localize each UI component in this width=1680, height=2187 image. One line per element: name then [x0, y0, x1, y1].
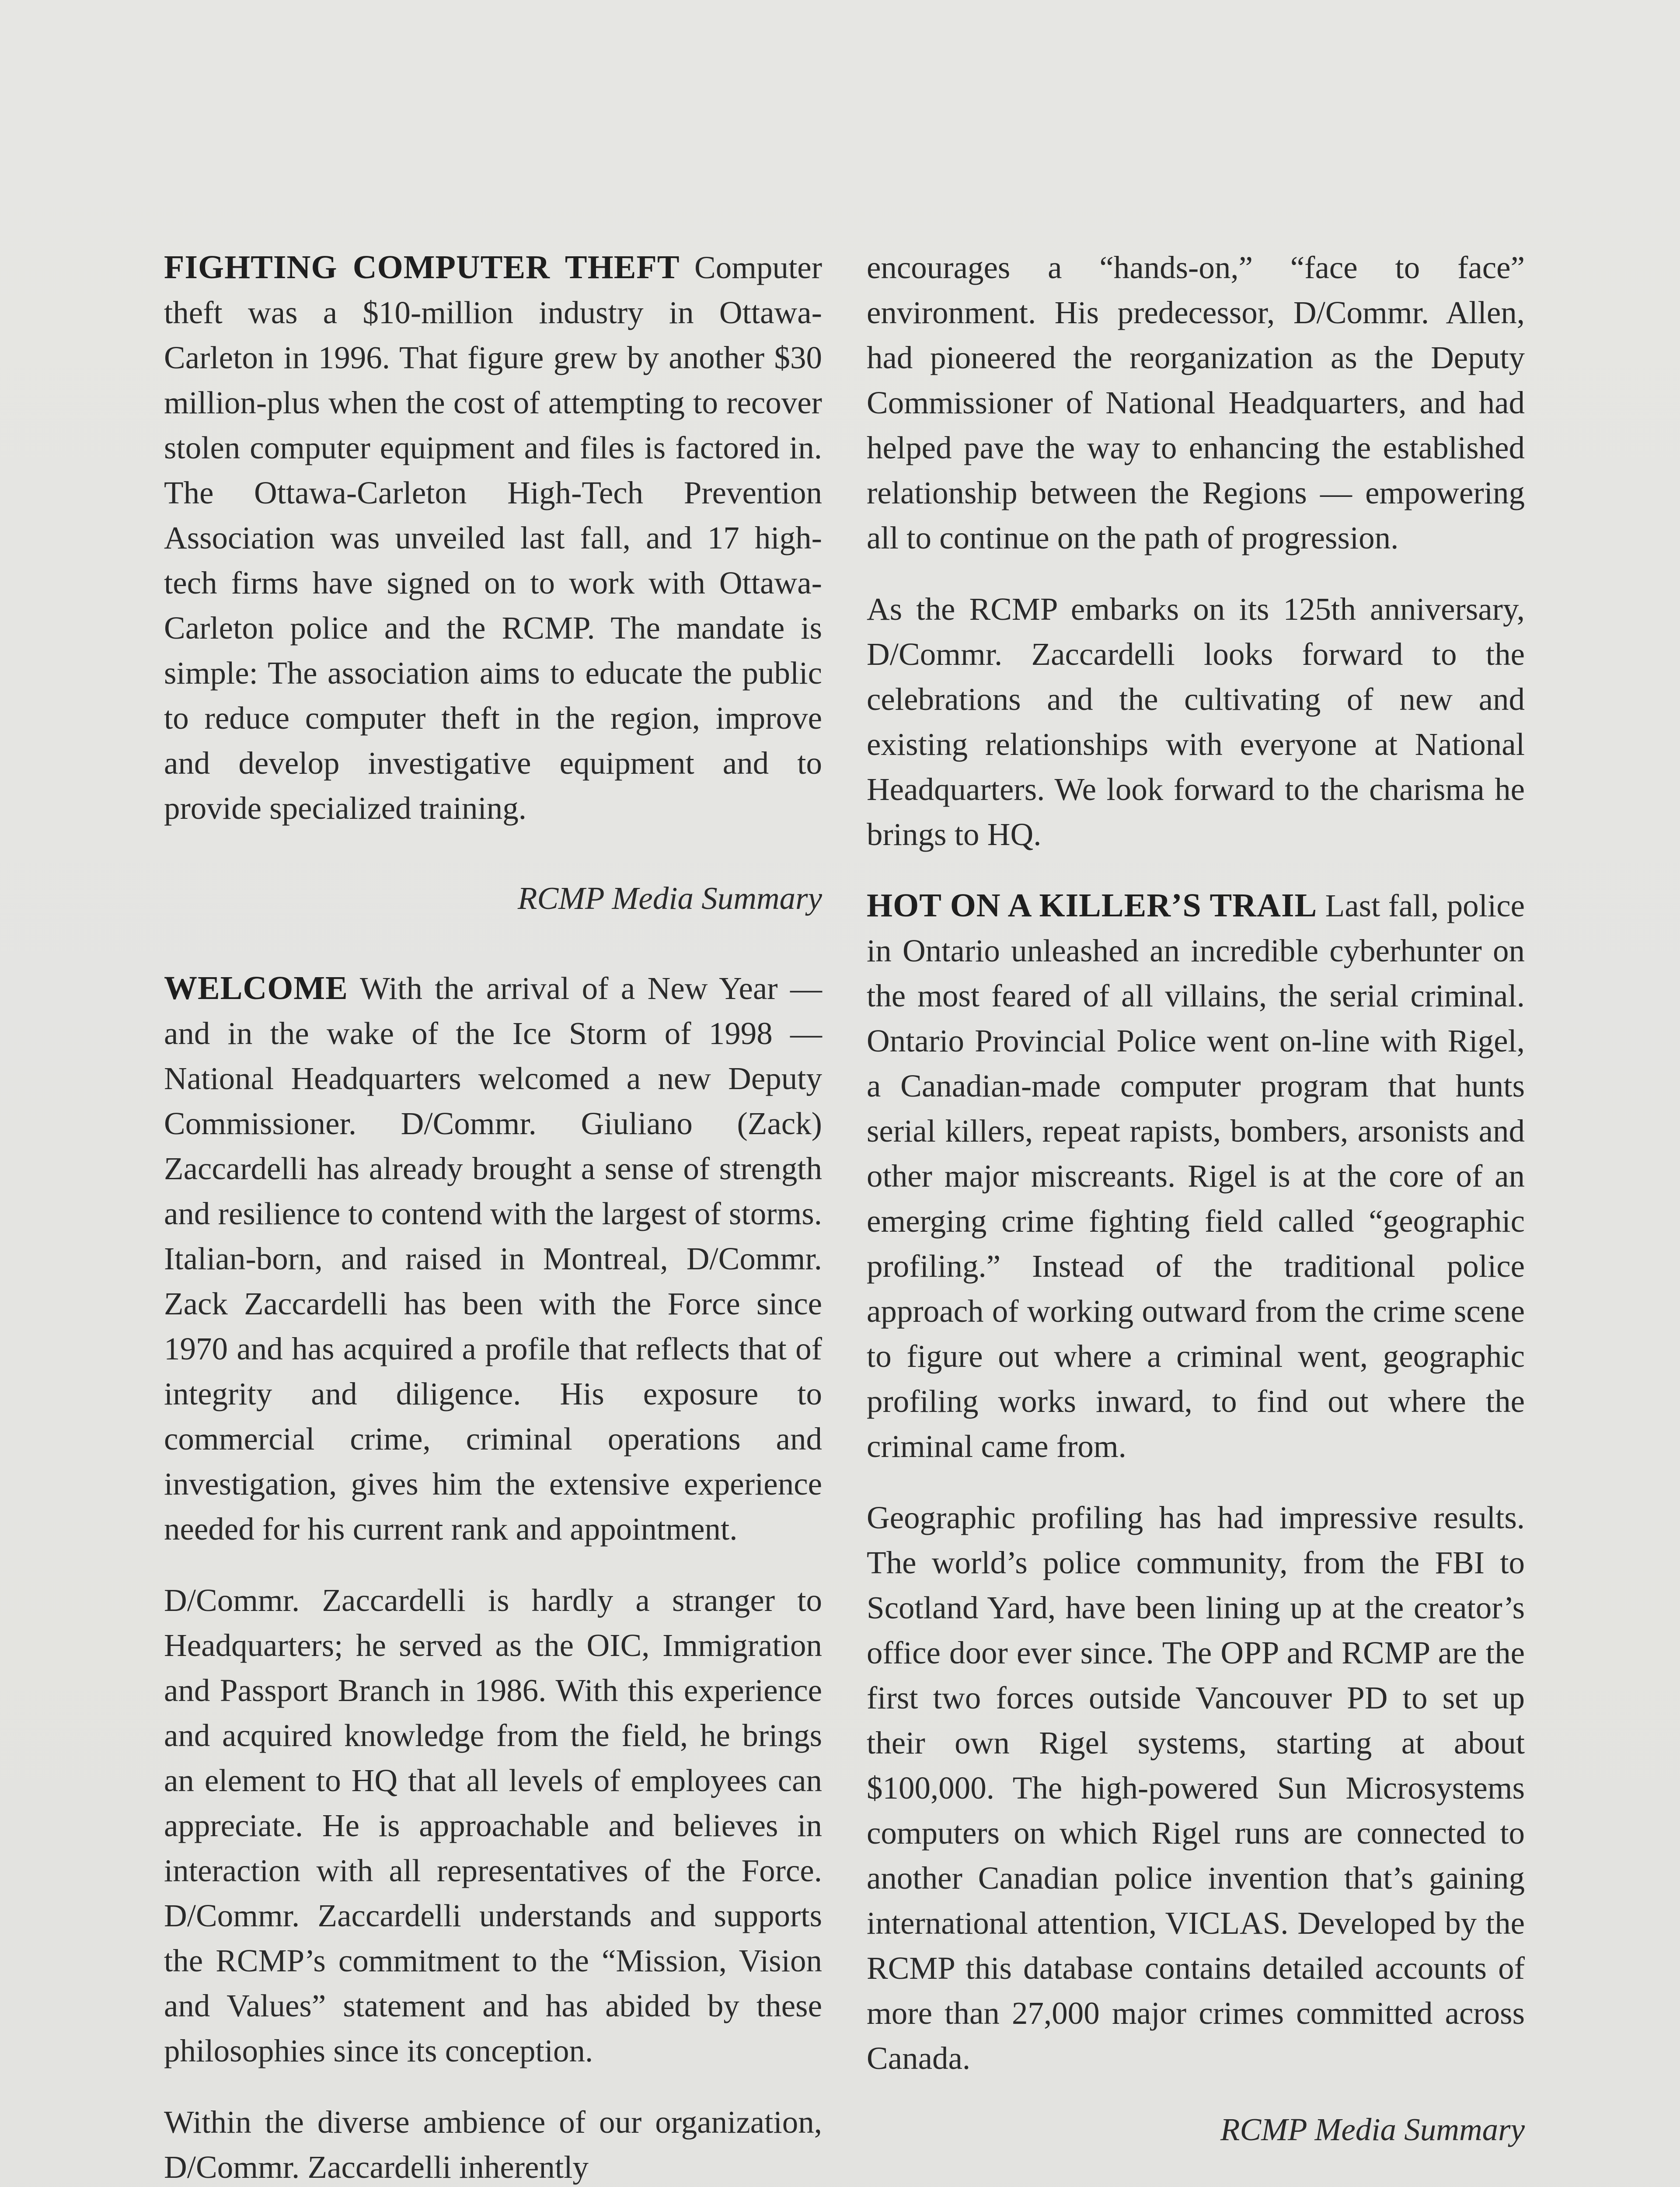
section-heading-welcome: WELCOME [164, 970, 348, 1006]
right-column [867, 245, 1525, 2187]
source-attribution: RCMP Media Summary [517, 880, 822, 916]
left-column [164, 245, 822, 2187]
paragraph: encourages a “hands-on,” “face to face” environment. His predecessor, D/Commr. Allen, had pioneered the reorganization as the Deputy Commissioner of National Headquarters, and had helped pave the way to enhancing the established relationship between the Regions — empowering all to continue on the path of progression. [867, 250, 1525, 555]
paragraph: Computer theft was a $10-million industry in Ottawa-Carleton in 1996. That figure grew by another $30 million-plus when the cost of attempting to recover stolen computer equipment and files is factored in. The Ottawa-Carleton High-Tech Prevention Association was unveiled last fall, and 17 high-tech firms have signed on to work with Ottawa-Carleton police and the RCMP. The mandate is simple: The association aims to educate the public to reduce computer theft in the region, improve and develop investigative equipment and to provide specialized training. [164, 250, 823, 826]
source-attribution: RCMP Media Summary [1220, 2112, 1525, 2147]
section-heading-computer-theft: FIGHTING COMPUTER THEFT [164, 249, 680, 286]
article-killers-trail [867, 883, 1525, 1469]
paragraph: Last fall, police in Ontario unleashed an incredible cyberhunter on the most feared of all villains, the serial criminal. Ontario Provincial Police went on-line with Rigel, a Canadian-made computer program that hunts serial killers, repeat rapists, bombers, arsonists and other major miscreants. Rigel is at the core of an emerging crime fighting field called “geographic profiling.” Instead of the traditional police approach of working outward from the crime scene to figure out where a criminal went, geographic profiling works inward, to find out where the criminal came from. [867, 888, 1525, 1464]
paragraph: Within the diverse ambience of our organization, D/Commr. Zaccardelli inherently [164, 2104, 822, 2185]
paragraph: With the arrival of a New Year — and in the wake of the Ice Storm of 1998 — National Headquarters welcomed a new Deputy Commissioner. D/Commr. Giuliano (Zack) Zaccardelli has already brought a sense of strength and resilience to contend with the largest of storms. Italian-born, and raised in Montreal, D/Commr. Zack Zaccardelli has been with the Force since 1970 and has acquired a profile that reflects that of integrity and diligence. His exposure to commercial crime, criminal operations and investigation, gives him the extensive experience needed for his current rank and appointment. [164, 971, 822, 1547]
paragraph: As the RCMP embarks on its 125th anniversary, D/Commr. Zaccardelli looks forward to the celebrations and the cultivating of new and existing relationships with everyone at National Headquarters. We look forward to the charisma he brings to HQ. [867, 591, 1525, 852]
article-computer-theft [164, 245, 822, 831]
paragraph: Geographic profiling has had impressive results. The world’s police community, from the FBI to Scotland Yard, have been lining up at the creator’s office door ever since. The OPP and RCMP are the first two forces outside Vancouver PD to set up their own Rigel systems, starting at about $100,000. The high-powered Sun Microsystems computers on which Rigel runs are connected to another Canadian police invention that’s gaining international attention, VICLAS. Developed by the RCMP this database contains detailed accounts of more than 27,000 major crimes committed across Canada. [867, 1500, 1525, 2076]
paragraph: D/Commr. Zaccardelli is hardly a stranger to Headquarters; he served as the OIC, Immigration and Passport Branch in 1986. With this experience and acquired knowledge from the field, he brings an element to HQ that all levels of employees can appreciate. He is approachable and believes in interaction with all representatives of the Force. D/Commr. Zaccardelli understands and supports the RCMP’s commitment to the “Mission, Vision and Values” statement and has abided by these philosophies since its conception. [164, 1583, 822, 2068]
article-welcome [164, 966, 822, 1551]
section-heading-killers-trail: HOT ON A KILLER’S TRAIL [867, 887, 1318, 924]
